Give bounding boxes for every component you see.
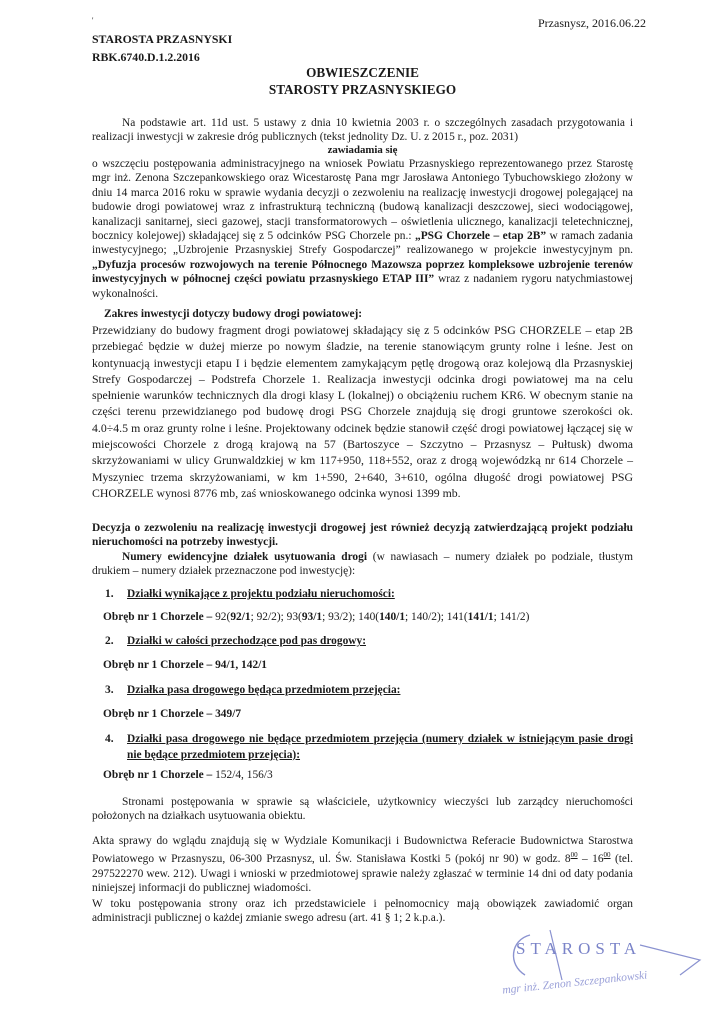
scope-paragraph: Przewidziany do budowy fragment drogi powiatowej składający się z 5 odcinków PSG CHORZELE – etap 2B przebiegać będzie w dużej mierze po nowym śladzie, na terenie stanowiącym grunty rolne i leśne. Jest on kontynuacją inwestycji etapu I i będzie elementem zamykającym pętlę drogową oraz kolejową dla Przasnyskiej Strefy Gospodarczej – Podstrefa Chorzele 1. Realizacja inwestycji odcinka drogi powiatowej ma na celu spełnienie warunków technicznych dla drogi klasy L (lokalnej) o obciążeniu ruchem KR6. W obecnym stanie na części terenu przewidzianego pod budowę drogi PSG Chorzele znajdują się drogi gruntowe szerokości ok. 4.0÷4.5 m oraz grunty rolne i leśne. Projektowany odcinek będzie stanowił część drogi powiatowej łączącej się w miejscowości Chorzele z drogą krajową na 57 (Bartoszyce – Szczytno – Przasnysz – Pułtusk) dwoma skrzyżowaniami w ulicy Grunwaldzkiej w km 117+950, 118+552, oraz z drogą wojewódzką nr 614 Chorzele – Myszyniec trzema skrzyżowaniami, w km 1+590, 2+640, 3+610, ogólna długość drogi powiatowej PSG CHORZELE wynosi 8776 mb, zaś wnioskowanego odcinka wynosi 1399 mb.	[92, 323, 633, 500]
signatory-name: mgr inż. Zenon Szczepankowski	[501, 969, 648, 997]
parcel-numbers	[212, 659, 267, 671]
parcel-segment: 94/1, 142/1	[212, 659, 268, 671]
list-item-4	[105, 731, 633, 763]
obreb-label: Obręb nr 1 Chorzele –	[103, 659, 213, 671]
parcel-segment: 349/7	[212, 708, 242, 720]
parcel-segment: 141/1	[467, 611, 494, 623]
obreb-label: Obręb nr 1 Chorzele –	[103, 708, 213, 720]
document-date: Przasnysz, 2016.06.22	[538, 16, 646, 30]
parcel-numbers	[212, 611, 529, 623]
list-item-3	[105, 683, 633, 697]
parcel-segment: 140/1	[379, 611, 406, 623]
margin-mark: '	[92, 16, 94, 25]
list-item-2	[105, 634, 633, 648]
obreb-label: Obręb nr 1 Chorzele –	[103, 611, 213, 623]
scope-heading: Zakres inwestycji dotyczy budowy drogi powiatowej:	[104, 308, 363, 320]
title-line-2: STAROSTY PRZASNYSKIEGO	[268, 82, 457, 97]
stamp-word: STAROSTA	[516, 939, 642, 958]
case-files-text-3: (tel. 297522270 wew. 212). Uwagi i wnioski w przedmiotowej sprawie należy zgłaszać w terminie 14 dni od daty podania niniejszej informacji do publicznej wiadomości.	[92, 853, 634, 895]
signature-scribble	[490, 920, 710, 1010]
decision-paragraph: Decyzja o zezwoleniu na realizację inwestycji drogowej jest również decyzją zatwierdzającą projekt podziału nieruchomości na potrzeby inwestycji.	[92, 522, 633, 549]
list-title: Działki w całości przechodzące pod pas drogowy:	[127, 635, 366, 647]
case-files-text-2: – 16	[577, 853, 604, 866]
proceedings-text: o wszczęciu postępowania administracyjnego na wniosek Powiatu Przasnyskiego reprezentowanego przez Starostę mgr inż. Zenona Szczepankowskiego oraz Wicestarostę Pana mgr Jarosława Antoniego Tybuchowskiego złożony w dniu 14 marca 2016 roku w sprawie wydania decyzji o zezwoleniu na realizację inwestycji drogowej polegającej na budowie drogi powiatowej wraz z infrastrukturą techniczną (budową kanalizacji deszczowej, sieci wodociągowej, kanalizacji sanitarnej, sieci gazowej, stacji transformatorowych – oświetlenia ulicznego, kanalizacji teletechnicznej, bocznicy kolejowej) składającej się z 5 odcinków PSG Chorzele pn.:	[92, 158, 633, 243]
hour-superscript: 00	[570, 851, 578, 860]
parcels-intro-bold: Numery ewidencyjne działek usytuowania drogi	[122, 551, 367, 563]
proceedings-text-2: w ramach zadania inwestycyjnego; „Uzbrojenie Przasnyskiej Strefy Gospodarczej” realizowanego w projekcie inwestycyjnym pn.	[92, 230, 633, 257]
list-title: Działka pasa drogowego będąca przedmiotem przejęcia:	[127, 684, 401, 696]
case-files-text: Akta sprawy do wglądu znajdują się w Wydziale Komunikacji i Budownictwa Referacie Budownictwa Starostwa Powiatowego w Przasnyszu, 06-300 Przasnysz, ul. Św. Stanisława Kostki 5 (pokój nr 90) w godz. 8	[92, 835, 633, 866]
list-item-1	[105, 587, 633, 601]
parcel-segment: 92(	[212, 611, 231, 623]
issuer-block	[92, 30, 232, 66]
parcel-segment: 93/1	[301, 611, 323, 623]
parcel-segment: ; 141/2)	[493, 611, 530, 623]
document-title	[0, 64, 725, 98]
proceedings-text-3: wraz z nadaniem rygoru natychmiastowej wykonalności.	[92, 273, 633, 300]
parcels-intro-text: (w nawiasach – numery działek po podziale, tłustym drukiem – numery działek przeznaczone pod inwestycję):	[92, 551, 633, 578]
list-number: 1.	[105, 588, 114, 600]
notification-heading: zawiadamia się	[327, 144, 398, 156]
parcels-intro	[92, 550, 633, 579]
project-name: „PSG Chorzele – etap 2B”	[415, 230, 547, 243]
parcel-segment: ; 92/2); 93(	[250, 611, 302, 623]
proceedings-paragraph	[92, 157, 633, 301]
hour-superscript: 00	[603, 851, 611, 860]
parcel-line-1	[103, 610, 633, 624]
reference-number: RBK.6740.D.1.2.2016	[92, 50, 200, 64]
legal-basis-paragraph: Na podstawie art. 11d ust. 5 ustawy z dnia 10 kwietnia 2003 r. o szczególnych zasadach przygotowania i realizacji inwestycji w zakresie dróg publicznych (tekst jednolity Dz. U. z 2015 r., poz. 2031)	[92, 117, 633, 144]
parcel-segment: 92/1	[230, 611, 251, 623]
list-number: 2.	[105, 635, 114, 647]
program-name: „Dyfuzja procesów rozwojowych na terenie Północnego Mazowsza poprzez kompleksowe uzbrojenie terenów inwestycyjnych w północnej części powiatu przasnyskiego ETAP III”	[92, 258, 633, 286]
parcel-numbers	[212, 769, 272, 781]
parcel-segment: ; 140/2); 141(	[405, 611, 468, 623]
list-number: 4.	[105, 733, 114, 745]
official-stamp	[490, 920, 710, 1010]
parcel-segment: ; 93/2); 140(	[322, 611, 380, 623]
parcel-line-3	[103, 707, 633, 721]
parcel-segment: 152/4, 156/3	[212, 769, 273, 781]
parcel-line-2	[103, 658, 633, 672]
parties-paragraph: Stronami postępowania w sprawie są właściciele, użytkownicy wieczyści lub zarządcy nieruchomości położonych na działkach usytuowania obiektu.	[92, 796, 633, 823]
parcel-numbers	[212, 708, 241, 720]
issuer-office: STAROSTA PRZASNYSKI	[92, 32, 233, 46]
title-line-1: OBWIESZCZENIE	[306, 65, 419, 80]
obreb-label: Obręb nr 1 Chorzele –	[103, 769, 213, 781]
address-duty-paragraph: W toku postępowania strony oraz ich przedstawiciele i pełnomocnicy mają obowiązek zawiadomić organ administracji publicznej o każdej zmianie swego adresu (art. 41 § 1; 2 k.p.a.).	[92, 898, 633, 925]
parcel-line-4	[103, 768, 633, 782]
list-title: Działki wynikające z projektu podziału nieruchomości:	[127, 588, 395, 600]
list-title: Działki pasa drogowego nie będące przedmiotem przejęcia (numery działek w istniejącym pasie drogi nie będące przedmiotem przejęcia):	[127, 733, 633, 761]
list-number: 3.	[105, 684, 114, 696]
case-files-paragraph	[92, 834, 633, 895]
